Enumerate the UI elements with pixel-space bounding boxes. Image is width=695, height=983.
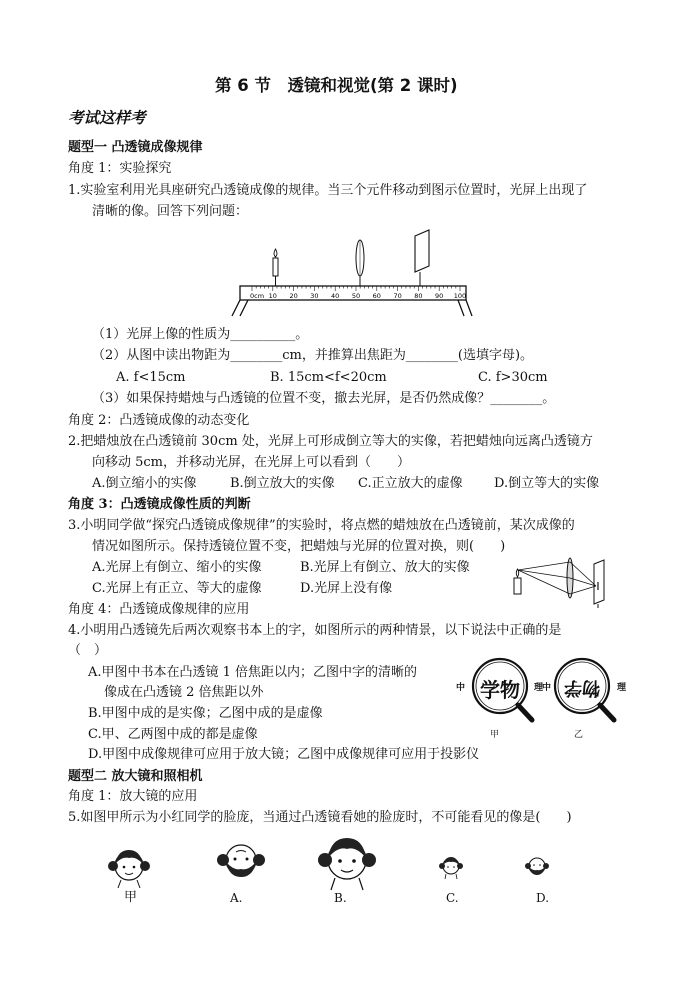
angle2-label: 角度 2：凸透镜成像的动态变化: [68, 413, 250, 428]
face-option-d: [524, 852, 550, 880]
q3-line1: 3.小明同学做“探究凸透镜成像规律”的实验时，将点燃的蜡烛放在凸透镜前，某次成像的: [68, 518, 575, 533]
ruler-tick-label: 100: [453, 292, 467, 300]
side-char-right-1: 理: [534, 683, 544, 693]
ruler-tick-label: 30: [310, 292, 319, 300]
candle: [273, 249, 278, 286]
ruler-tick-label: 60: [372, 292, 381, 300]
magnifier-figures: [452, 652, 632, 742]
face-caption-c: C.: [446, 891, 459, 905]
q4-option-a-line1: A.甲图中书本在凸透镜 1 倍焦距以内；乙图中字的清晰的: [88, 665, 418, 680]
ray-diagram: [512, 556, 612, 608]
type2-angle1-label: 角度 1：放大镜的应用: [68, 789, 198, 804]
face-original: [106, 842, 152, 888]
side-char-right-2: 理: [617, 683, 627, 693]
q2-line1: 2.把蜡烛放在凸透镜前 30cm 处，光屏上可形成倒立等大的实像，若把蜡烛向远离凸透镜方: [68, 434, 593, 449]
q1-line1: 1.实验室利用光具座研究凸透镜成像的规律。当三个元件移动到图示位置时，光屏上出现了: [68, 183, 588, 198]
ruler-tick-label: 20: [289, 292, 298, 300]
convex-lens: [356, 240, 364, 286]
q1-option-b: B. 15cm<f<20cm: [270, 370, 387, 385]
q4-option-a-line2: 像成在凸透镜 2 倍焦距以外: [104, 685, 264, 700]
q2-option-d: D.倒立等大的实像: [494, 476, 600, 491]
figure-caption-jia: 甲: [490, 730, 500, 740]
face-caption-a: A.: [230, 891, 243, 905]
q2-option-b: B.倒立放大的实像: [230, 476, 335, 491]
q1-sub1: （1）光屏上像的性质为__________。: [92, 327, 309, 342]
face-option-c: [438, 852, 464, 880]
q3-option-b: B.光屏上有倒立、放大的实像: [300, 560, 470, 575]
magnified-text-right: 物学: [564, 677, 600, 698]
side-char-left-1: 中: [456, 683, 466, 693]
q4-option-c: C.甲、乙两图中成的都是虚像: [88, 727, 258, 742]
ruler-tick-label: 10: [268, 292, 277, 300]
q3-option-d: D.光屏上没有像: [300, 581, 393, 596]
page-title: 第 6 节 透镜和视觉(第 2 课时): [215, 76, 458, 95]
section-heading: 考试这样考: [68, 108, 146, 127]
ruler-tick-label: 0cm: [250, 292, 265, 300]
q2-option-c: C.正立放大的虚像: [358, 476, 463, 491]
q2-line2: 向移动 5cm，并移动光屏，在光屏上可以看到（ ）: [92, 455, 411, 470]
optical-bench-figure: [232, 228, 472, 318]
q2-option-a: A.倒立缩小的实像: [92, 476, 197, 491]
ruler-tick-label: 40: [331, 292, 340, 300]
angle1-label: 角度 1：实验探究: [68, 161, 172, 176]
q3-line2: 情况如图所示。保持透镜位置不变，把蜡烛与光屏的位置对换，则( ): [92, 539, 506, 554]
q1-option-a: A. f<15cm: [116, 370, 186, 385]
face-caption-b: B.: [334, 891, 347, 905]
light-screen: [415, 230, 429, 286]
side-char-left-2: 中: [542, 683, 552, 693]
q1-option-c: C. f>30cm: [478, 370, 548, 385]
q1-line2: 清晰的像。回答下列问题：: [92, 204, 249, 219]
q1-sub3: （3）如果保持蜡烛与凸透镜的位置不变，撤去光屏，是否仍然成像？________。: [92, 391, 556, 406]
magnified-text-left: 学物: [480, 678, 520, 702]
ruler-tick-label: 80: [414, 292, 423, 300]
q4-option-d: D.甲图中成像规律可应用于放大镜；乙图中成像规律可应用于投影仪: [88, 747, 480, 762]
face-option-b: [316, 828, 378, 892]
ruler-tick-label: 70: [393, 292, 402, 300]
figure-caption-yi: 乙: [574, 730, 584, 740]
face-option-a: [214, 836, 268, 884]
q3-option-a: A.光屏上有倒立、缩小的实像: [92, 560, 262, 575]
q3-option-c: C.光屏上有正立、等大的虚像: [92, 581, 262, 596]
q5-line1: 5.如图甲所示为小红同学的脸庞，当通过凸透镜看她的脸庞时，不可能看见的像是( ): [68, 810, 572, 825]
q4-line2: （ ）: [68, 643, 108, 658]
type2-heading: 题型二 放大镜和照相机: [68, 769, 203, 784]
q4-line1: 4.小明用凸透镜先后两次观察书本上的字，如图所示的两种情景，以下说法中正确的是: [68, 623, 562, 638]
ruler-tick-label: 90: [435, 292, 444, 300]
face-caption-d: D.: [536, 891, 550, 905]
angle4-label: 角度 4：凸透镜成像规律的应用: [68, 602, 250, 617]
q1-sub2: （2）从图中读出物距为________cm，并推算出焦距为________(选填字母)。: [92, 348, 534, 363]
angle3-label: 角度 3：凸透镜成像性质的判断: [68, 497, 251, 512]
face-caption-original: 甲: [124, 890, 138, 905]
type1-heading: 题型一 凸透镜成像规律: [68, 140, 203, 155]
q4-option-b: B.甲图中成的是实像；乙图中成的是虚像: [88, 706, 323, 721]
ruler-tick-label: 50: [351, 292, 361, 300]
